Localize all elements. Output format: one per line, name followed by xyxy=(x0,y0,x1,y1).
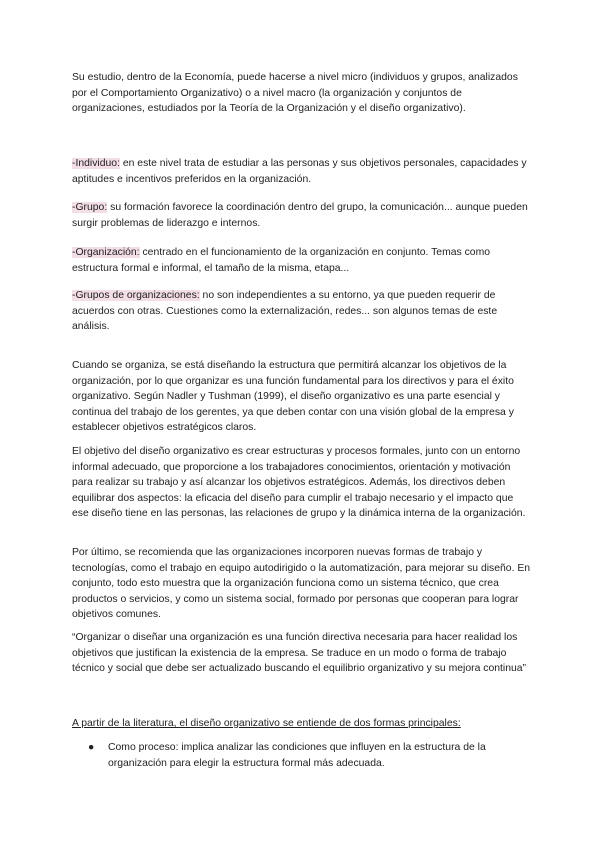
organizacion-paragraph xyxy=(72,245,532,276)
bullet-marker: ● xyxy=(88,742,95,753)
organiza-paragraph: Cuando se organiza, se está diseñando la estructura que permitirá alcanzar los objetivos de la organización, por lo que organizar es una función fundamental para los directivos y para el éxito organizativo. Según Nadler y Tushman (1999), el diseño organizativo es una parte esencial y continua del trabajo de los gerentes, ya que deben contar con una visión global de la empresa y establecer objetivos estratégicos claros. xyxy=(72,360,514,434)
organizacion-term: -Organización: xyxy=(72,247,140,258)
grupos-paragraph xyxy=(72,288,532,335)
quote-paragraph: “Organizar o diseñar una organización es una función directiva necesaria para hacer realidad los objetivos que justifican la existencia de la empresa. Se traduce en un modo o forma de trabajo técnico y social que debe ser actualizado buscando el equilibrio organizativo y su mejora continua” xyxy=(72,632,526,675)
individuo-text: en este nivel trata de estudiar a las personas y sus objetivos personales, capacidades y aptitudes e incentivos preferidos en la organización. xyxy=(72,158,527,185)
grupos-text: no son independientes a su entorno, ya que pueden requerir de acuerdos con otras. Cuestiones como la externalización, redes... son algunos temas de este análisis. xyxy=(72,290,498,333)
grupos-term: -Grupos de organizaciones: xyxy=(72,290,200,301)
grupo-term: -Grupo: xyxy=(72,202,108,213)
intro-paragraph: Su estudio, dentro de la Economía, puede hacerse a nivel micro (individuos y grupos, analizados por el Comportamiento Organizativo) o a nivel macro (la organización y conjuntos de organizaciones, estudiados por la Teoría de la Organización y el diseño organizativo). xyxy=(72,72,518,115)
grupo-text: su formación favorece la coordinación dentro del grupo, la comunicación... aunque pueden surgir problemas de liderazgo e internos. xyxy=(72,202,528,229)
organizacion-text: centrado en el funcionamiento de la organización en conjunto. Temas como estructura formal e informal, el tamaño de la misma, etapa... xyxy=(72,247,491,274)
objetivo-paragraph: El objetivo del diseño organizativo es crear estructuras y procesos formales, junto con un entorno informal adecuado, que proporcione a los trabajadores conocimientos, orientación y motivación para realizar su trabajo y así alcanzar los objetivos estratégicos. Además, los directivos deben equilibrar dos aspectos: la eficacia del diseño para cumplir el trabajo necesario y el impacto que ese diseño tiene en las personas, las relaciones de grupo y la dinámica interna de la organización. xyxy=(72,446,526,520)
individuo-paragraph xyxy=(72,156,532,187)
bullet-text: Como proceso: implica analizar las condiciones que influyen en la estructura de la organización para elegir la estructura formal más adecuada. xyxy=(108,742,486,769)
individuo-term: -Individuo: xyxy=(72,158,120,169)
literatura-heading: A partir de la literatura, el diseño organizativo se entiende de dos formas principales: xyxy=(72,718,461,729)
grupo-paragraph xyxy=(72,200,532,231)
ultimo-paragraph: Por último, se recomienda que las organizaciones incorporen nuevas formas de trabajo y tecnologías, como el trabajo en equipo autodirigido o la automatización, para mejorar su diseño. En conjunto, todo esto muestra que la organización funciona como un sistema técnico, que crea productos o servicios, y como un sistema social, formado por personas que cooperan para lograr objetivos comunes. xyxy=(72,547,531,621)
